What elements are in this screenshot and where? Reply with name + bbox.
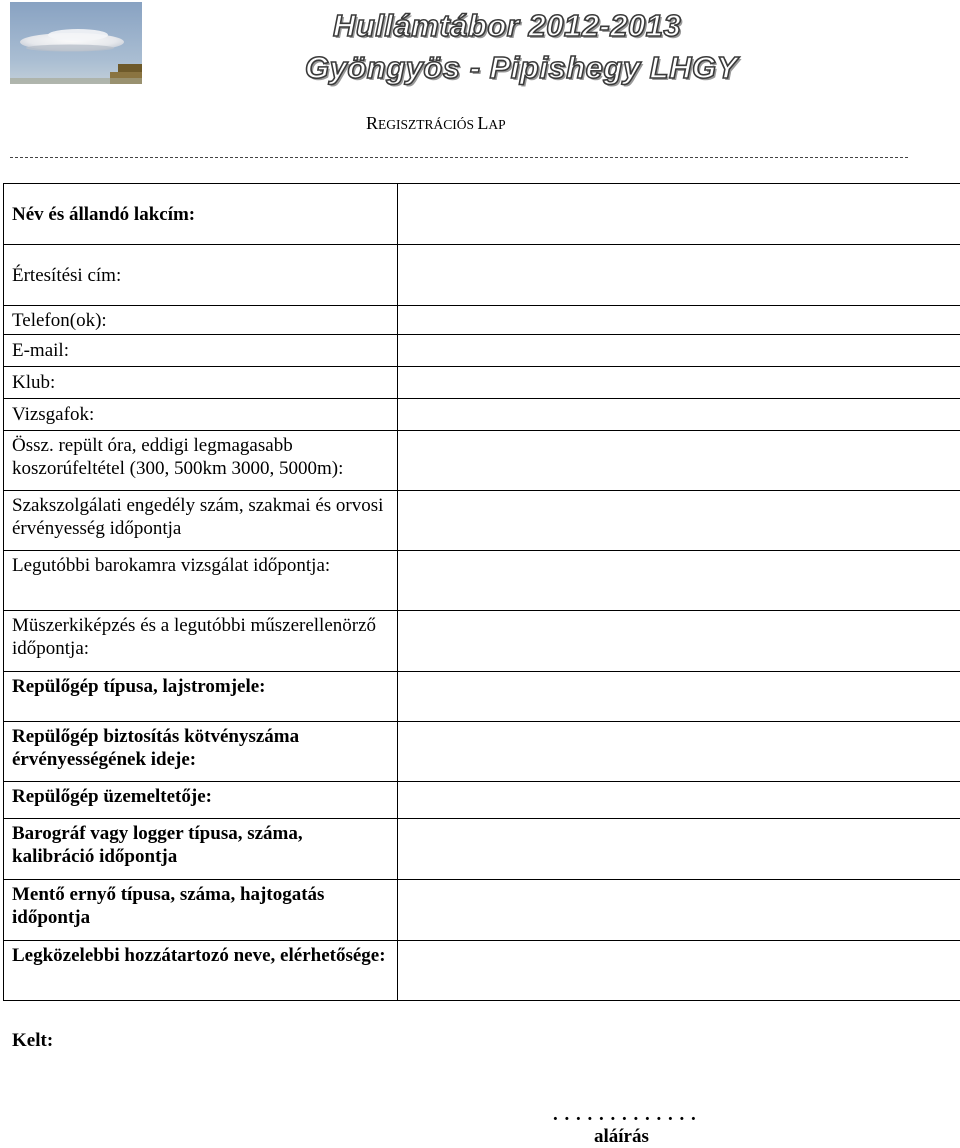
registration-heading bbox=[366, 113, 506, 134]
dashed-divider bbox=[10, 157, 908, 158]
parachute-field[interactable] bbox=[398, 880, 960, 941]
aircraft-type-field[interactable] bbox=[398, 672, 960, 722]
form-row bbox=[4, 722, 960, 782]
insurance-field[interactable] bbox=[398, 722, 960, 782]
heading-initial-l: L bbox=[477, 113, 489, 133]
logger-label: Barográf vagy logger típusa, száma, kalibráció időpontja bbox=[4, 819, 398, 880]
form-row bbox=[4, 672, 960, 722]
form-row bbox=[4, 611, 960, 672]
form-row bbox=[4, 184, 960, 245]
license-label: Szakszolgálati engedély szám, szakmai és orvosi érvényesség időpontja bbox=[4, 491, 398, 551]
flight-hours-field[interactable] bbox=[398, 431, 960, 491]
parachute-label: Mentő ernyő típusa, száma, hajtogatás időpontja bbox=[4, 880, 398, 941]
form-row bbox=[4, 491, 960, 551]
phone-field[interactable] bbox=[398, 306, 960, 335]
form-row bbox=[4, 880, 960, 941]
heading-smallcaps-1: EGISZTRÁCIÓS bbox=[378, 117, 478, 132]
club-field[interactable] bbox=[398, 367, 960, 399]
signature-line: . . . . . . . . . . . . . bbox=[553, 1104, 697, 1125]
form-row bbox=[4, 431, 960, 491]
notification-address-label: Értesítési cím: bbox=[4, 245, 398, 306]
email-field[interactable] bbox=[398, 335, 960, 367]
insurance-label: Repülőgép biztosítás kötvényszáma érvényességének ideje: bbox=[4, 722, 398, 782]
logger-field[interactable] bbox=[398, 819, 960, 880]
form-row bbox=[4, 245, 960, 306]
operator-label: Repülőgép üzemeltetője: bbox=[4, 782, 398, 819]
instrument-training-label: Müszerkiképzés és a legutóbbi műszerellenörző időpontja: bbox=[4, 611, 398, 672]
next-of-kin-field[interactable] bbox=[398, 941, 960, 1001]
barochamber-field[interactable] bbox=[398, 551, 960, 611]
form-row bbox=[4, 551, 960, 611]
registration-form bbox=[3, 183, 960, 1001]
next-of-kin-label: Legközelebbi hozzátartozó neve, elérhetősége: bbox=[4, 941, 398, 1001]
club-label: Klub: bbox=[4, 367, 398, 399]
operator-field[interactable] bbox=[398, 782, 960, 819]
camp-location: Gyöngyös - Pipishegy LHGY bbox=[305, 50, 738, 85]
name-address-field[interactable] bbox=[398, 184, 960, 245]
aircraft-type-label: Repülőgép típusa, lajstromjele: bbox=[4, 672, 398, 722]
barochamber-label: Legutóbbi barokamra vizsgálat időpontja: bbox=[4, 551, 398, 611]
flight-hours-label: Össz. repült óra, eddigi legmagasabb koszorúfeltétel (300, 500km 3000, 5000m): bbox=[4, 431, 398, 491]
form-row bbox=[4, 399, 960, 431]
form-row bbox=[4, 819, 960, 880]
camp-title: Hullámtábor 2012-2013 bbox=[333, 8, 682, 43]
license-field[interactable] bbox=[398, 491, 960, 551]
notification-address-field[interactable] bbox=[398, 245, 960, 306]
exam-grade-label: Vizsgafok: bbox=[4, 399, 398, 431]
date-label: Kelt: bbox=[12, 1030, 54, 1051]
exam-grade-field[interactable] bbox=[398, 399, 960, 431]
instrument-training-field[interactable] bbox=[398, 611, 960, 672]
form-row bbox=[4, 782, 960, 819]
email-label: E-mail: bbox=[4, 335, 398, 367]
form-row bbox=[4, 335, 960, 367]
form-row bbox=[4, 367, 960, 399]
lenticular-cloud-photo bbox=[10, 2, 142, 84]
heading-initial-r: R bbox=[366, 113, 379, 133]
form-row bbox=[4, 941, 960, 1001]
signature-label: aláírás bbox=[594, 1126, 649, 1147]
phone-label: Telefon(ok): bbox=[4, 306, 398, 335]
form-row bbox=[4, 306, 960, 335]
heading-smallcaps-2: AP bbox=[488, 117, 506, 132]
name-address-label: Név és állandó lakcím: bbox=[4, 184, 398, 245]
